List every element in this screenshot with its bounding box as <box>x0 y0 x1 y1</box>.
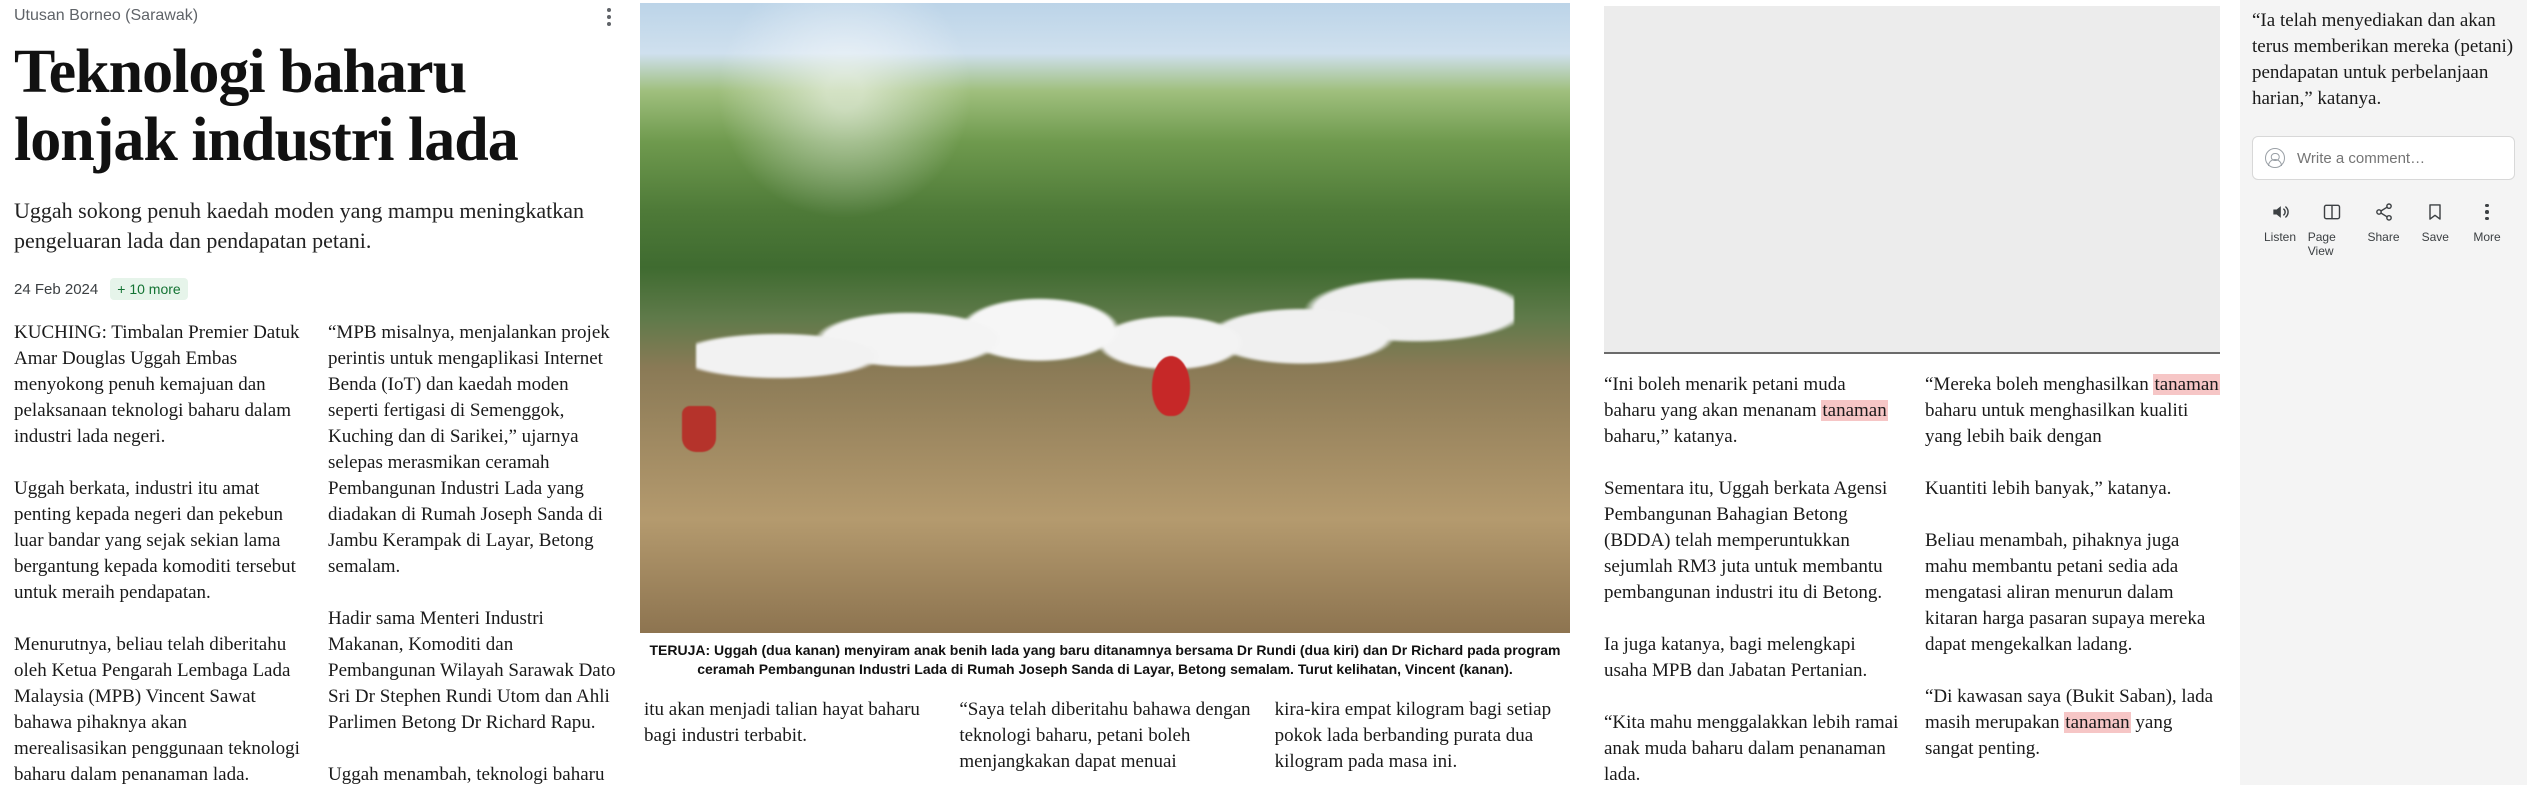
paragraph: “Ini boleh menarik petani muda baharu yang akan menanam tanaman baharu,” katanya. <box>1604 374 1887 447</box>
paragraph: kira-kira empat kilogram bagi setiap pokok lada berbanding purata dua kilogram pada masa ini. <box>1274 699 1552 772</box>
tool-label: Listen <box>2263 230 2297 244</box>
avatar <box>2265 148 2285 168</box>
comment-box[interactable] <box>2252 136 2515 180</box>
right-body-col-1 <box>1604 372 1899 785</box>
more-button[interactable] <box>2463 202 2511 258</box>
right-sidebar <box>2240 0 2527 785</box>
paragraph: Sementara itu, Uggah berkata Agensi Pembangunan Bahagian Betong (BDDA) telah memperuntukkan sejumlah RM3 juta untuk membantu pembangunan industri itu di Betong. <box>1604 478 1888 603</box>
more-options-icon[interactable] <box>600 6 618 28</box>
action-toolbar <box>2252 202 2515 258</box>
center-body-col-1 <box>644 697 935 785</box>
article-center-column <box>640 3 1570 785</box>
highlighted-term: tanaman <box>2065 712 2130 733</box>
article-meta <box>14 278 618 300</box>
paragraph: Kuantiti lebih banyak,” katanya. <box>1925 478 2172 499</box>
comment-input[interactable] <box>2295 149 2502 168</box>
listen-button[interactable] <box>2256 202 2304 258</box>
paragraph: “Di kawasan saya (Bukit Saban), lada masih merupakan tanaman yang sangat penting. <box>1925 686 2214 759</box>
photo-caption: TERUJA: Uggah (dua kanan) menyiram anak benih lada yang baru ditanamnya bersama Dr Rundi (dua kiri) dan Dr Richard pada program ceramah Pembangunan Industri Lada di Rumah Joseph Sanda di Layar, Betong semalam. Turut kelihatan, Vincent (kanan). <box>649 642 1561 677</box>
save-button[interactable] <box>2411 202 2459 258</box>
page-title: Teknologi baharu lonjak industri lada <box>14 38 518 174</box>
more-icon <box>2485 202 2489 222</box>
article-deck: Uggah sokong penuh kaedah moden yang mampu meningkatkan pengeluaran lada dan pendapatan petani. <box>14 198 585 253</box>
right-body-columns <box>1604 372 2236 785</box>
page-view-icon <box>2321 202 2343 222</box>
center-body-col-2 <box>959 697 1250 785</box>
paragraph: itu akan menjadi talian hayat baharu bagi industri terbabit. <box>644 699 920 746</box>
paragraph: Uggah menambah, teknologi baharu <box>328 764 605 785</box>
more-sources-badge[interactable]: + 10 more <box>110 278 187 300</box>
speaker-icon <box>2269 202 2291 222</box>
left-body-columns <box>14 320 618 785</box>
right-body-col-2 <box>1925 372 2220 785</box>
article-left-column <box>0 0 632 785</box>
paragraph: “Mereka boleh menghasilkan tanaman baharu untuk menghasilkan kualiti yang lebih baik dengan <box>1925 374 2219 447</box>
photo-red-object-secondary <box>682 406 716 452</box>
source-row <box>14 6 618 28</box>
paragraph: Beliau menambah, pihaknya juga mahu membantu petani sedia ada mengatasi aliran menurun dalam kitaran harga pasaran supaya mereka dapat mengekalkan ladang. <box>1925 530 2206 655</box>
article-right-column <box>1604 0 2236 785</box>
paragraph: Hadir sama Menteri Industri Makanan, Komoditi dan Pembangunan Wilayah Sarawak Dato Sri Dr Stephen Rundi Utom dan Ahli Parlimen Betong Dr Richard Rapu. <box>328 608 616 733</box>
paragraph: KUCHING: Timbalan Premier Datuk Amar Douglas Uggah Embas menyokong penuh kemajuan dan pelaksanaan teknologi baharu dalam industri lada negeri. <box>14 322 300 447</box>
paragraph: “Saya telah diberitahu bahawa dengan teknologi baharu, petani boleh menjangkakan dapat menuai <box>959 699 1251 772</box>
tool-label: Save <box>2421 230 2449 244</box>
left-body-col-2 <box>328 320 618 785</box>
tool-label: More <box>2473 230 2501 244</box>
paragraph: “Ia telah menyediakan dan akan terus memberikan mereka (petani) pendapatan untuk perbelanjaan harian,” katanya. <box>2252 10 2514 109</box>
photo-red-object <box>1152 356 1190 416</box>
tool-label: Share <box>2367 230 2400 244</box>
share-icon <box>2373 202 2395 222</box>
center-body-col-3 <box>1275 697 1566 785</box>
paragraph: Ia juga katanya, bagi melengkapi usaha MPB dan Jabatan Pertanian. <box>1604 634 1868 681</box>
paragraph: “MPB misalnya, menjalankan projek perintis untuk mengaplikasi Internet Benda (IoT) dan kaedah moden seperti fertigasi di Semenggok, Kuching dan di Sarikei,” ujarnya selepas merasmikan ceramah Pembangunan Industri Lada yang diadakan di Rumah Joseph Sanda di Jambu Kerampak di Layar, Betong semalam. <box>328 322 610 577</box>
highlighted-term: tanaman <box>1822 400 1887 421</box>
photo-subjects <box>696 192 1514 520</box>
left-body-col-1 <box>14 320 304 785</box>
tool-label: Page View <box>2307 230 2336 258</box>
article-photo <box>640 3 1570 633</box>
advertisement-placeholder <box>1604 6 2220 354</box>
publish-date: 24 Feb 2024 <box>14 280 99 298</box>
highlighted-term: tanaman <box>2154 374 2219 395</box>
paragraph: “Kita mahu menggalakkan lebih ramai anak muda baharu dalam penanaman lada. <box>1604 712 1899 785</box>
page-view-button[interactable] <box>2308 202 2356 258</box>
paragraph: Menurutnya, beliau telah diberitahu oleh Ketua Pengarah Lembaga Lada Malaysia (MPB) Vincent Sawat bahawa pihaknya akan merealisasikan penggunaan teknologi baharu dalam penanaman lada. <box>14 634 300 785</box>
source-name: Utusan Borneo (Sarawak) <box>14 7 199 24</box>
share-button[interactable] <box>2360 202 2408 258</box>
center-body-columns <box>640 697 1570 785</box>
paragraph: Uggah berkata, industri itu amat penting kepada negeri dan pekebun luar bandar yang sejak sekian lama bergantung kepada komoditi tersebut untuk meraih pendapatan. <box>14 478 296 603</box>
bookmark-icon <box>2424 202 2446 222</box>
